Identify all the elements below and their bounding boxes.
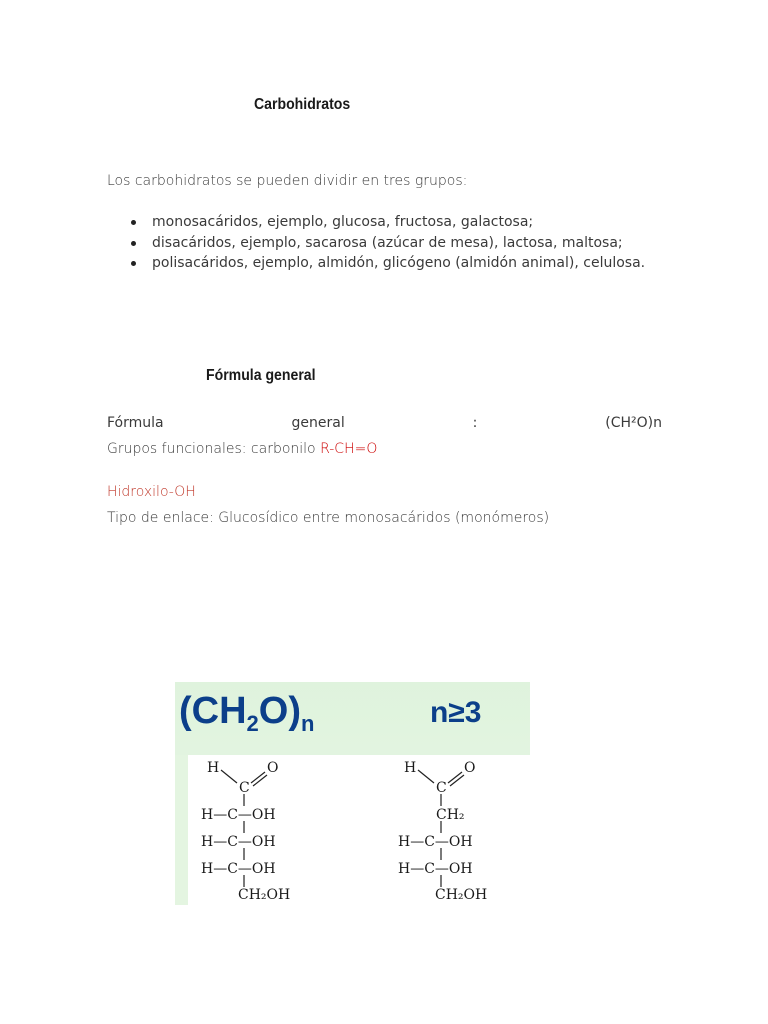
second-o-top: O <box>464 760 476 776</box>
general-formula-ch2o: $(CH_2O)_n$ <box>179 690 315 736</box>
formula-word: general <box>291 415 345 431</box>
aldose-structure <box>201 760 290 903</box>
carbohydrate-groups-list <box>107 212 645 274</box>
structural-formulas <box>175 682 530 905</box>
list-item: disacáridos, ejemplo, sacarosa (azúcar de mesa), lactosa, maltosa; <box>107 233 645 254</box>
functional-groups-line <box>107 441 377 457</box>
list-item: monosacáridos, ejemplo, glucosa, fructosa, galactosa; <box>107 212 645 233</box>
bond-type-text: Tipo de enlace: Glucosídico entre monosacáridos (monómeros) <box>107 510 550 526</box>
aldose-row-3: H—C—OH <box>201 861 276 877</box>
second-c1: C <box>436 780 447 796</box>
second-bottom: CH₂OH <box>435 887 488 903</box>
n-condition: n≥3 <box>430 696 482 729</box>
aldose-h-top: H <box>207 760 220 776</box>
carbohydrate-structure-figure <box>175 682 530 905</box>
formula-line <box>107 415 662 431</box>
aldose-row-1: H—C—OH <box>201 807 276 823</box>
aldose-bottom: CH₂OH <box>238 887 291 903</box>
carbonyl-formula: R-CH=O <box>320 441 378 457</box>
formula-label: Fórmula <box>107 415 164 431</box>
section-title-formula: Fórmula general <box>206 367 316 384</box>
second-row-2: H—C—OH <box>398 861 473 877</box>
hidroxilo-text: Hidroxilo-OH <box>107 484 196 500</box>
page-title: Carbohidratos <box>254 96 351 113</box>
list-item: polisacáridos, ejemplo, almidón, glicógeno (almidón animal), celulosa. <box>107 253 645 274</box>
second-structure <box>398 760 487 903</box>
formula-colon: : <box>472 415 478 431</box>
functional-groups-prefix: Grupos funcionales: carbonilo <box>107 441 321 457</box>
aldose-row-2: H—C—OH <box>201 834 276 850</box>
intro-text: Los carbohidratos se pueden dividir en tres grupos: <box>107 173 468 189</box>
formula-value: (CH²O)n <box>605 415 662 431</box>
aldose-o-top: O <box>267 760 279 776</box>
second-ch2: CH₂ <box>436 807 465 823</box>
second-h-top: H <box>404 760 417 776</box>
second-row-1: H—C—OH <box>398 834 473 850</box>
aldose-c1: C <box>239 780 250 796</box>
